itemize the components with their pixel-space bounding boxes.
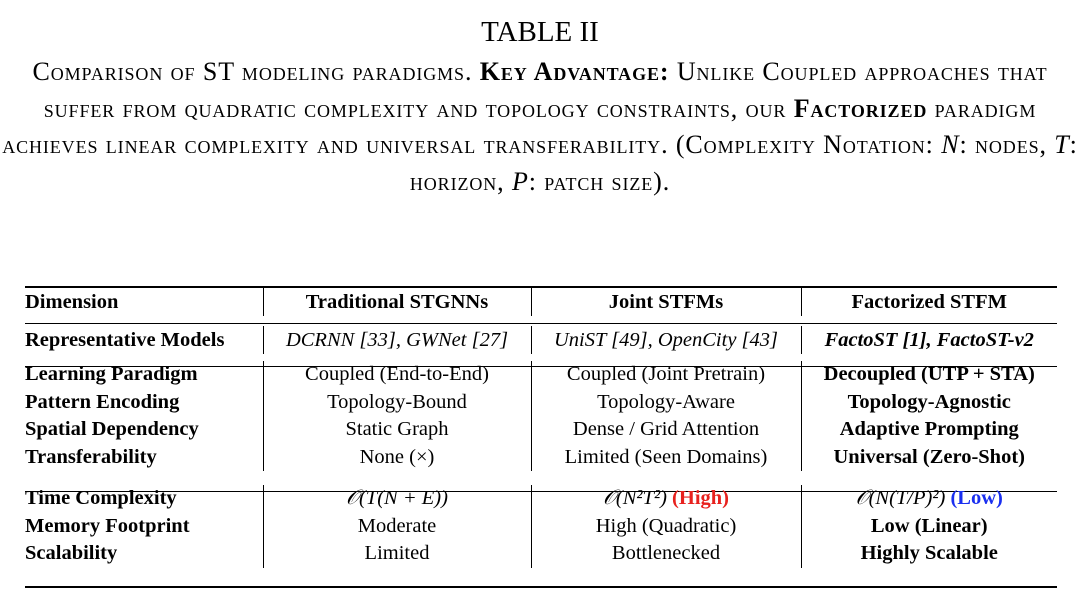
row-label: Transferability bbox=[25, 445, 157, 468]
table-row bbox=[25, 389, 1057, 417]
table-header-row bbox=[25, 288, 1057, 316]
col-header-factorized: Factorized STFM bbox=[801, 288, 1057, 316]
table-caption bbox=[0, 54, 1080, 200]
table-bottom-rule bbox=[25, 586, 1057, 588]
cell-traditional: Limited bbox=[263, 540, 531, 568]
col-header-traditional: Traditional STGNNs bbox=[263, 288, 531, 316]
comparison-table bbox=[25, 288, 1057, 568]
caption-sym-t: T bbox=[1054, 130, 1070, 159]
cell-factorized: Topology-Agnostic bbox=[801, 389, 1057, 417]
col-header-joint: Joint STFMs bbox=[531, 288, 801, 316]
cell-traditional: Moderate bbox=[263, 513, 531, 541]
row-label: Time Complexity bbox=[25, 487, 177, 510]
table-row bbox=[25, 416, 1057, 444]
cell-traditional: DCRNN [33], GWNet [27] bbox=[263, 326, 531, 354]
row-label: Spatial Dependency bbox=[25, 418, 199, 441]
row-label: Memory Footprint bbox=[25, 514, 190, 537]
caption-desc-t: : horizon, bbox=[409, 130, 1078, 196]
caption-sym-p: P bbox=[511, 166, 529, 196]
row-label: Scalability bbox=[25, 542, 118, 565]
col-header-dimension: Dimension bbox=[25, 290, 119, 313]
cell-joint: Limited (Seen Domains) bbox=[531, 444, 801, 472]
table-number: TABLE II bbox=[481, 16, 599, 48]
caption-part1: Comparison of ST modeling paradigms. bbox=[32, 57, 480, 86]
table-row bbox=[25, 513, 1057, 541]
caption-key-label: Key Advantage: bbox=[479, 57, 670, 86]
cell-joint: Coupled (Joint Pretrain) bbox=[531, 361, 801, 389]
caption-desc-n: : nodes, bbox=[959, 130, 1055, 159]
table-row bbox=[25, 485, 1057, 513]
cell-traditional: Static Graph bbox=[263, 416, 531, 444]
cell-joint: Bottlenecked bbox=[531, 540, 801, 568]
table-row bbox=[25, 361, 1057, 389]
row-label: Pattern Encoding bbox=[25, 390, 180, 413]
complexity-high-tag: (High) bbox=[672, 487, 729, 510]
complexity-low-tag: (Low) bbox=[950, 487, 1003, 510]
cell-traditional: Coupled (End-to-End) bbox=[263, 361, 531, 389]
table-row bbox=[25, 326, 1057, 354]
cell-joint bbox=[531, 485, 801, 513]
cell-joint: Topology-Aware bbox=[531, 389, 801, 417]
caption-sym-n: N bbox=[941, 130, 960, 159]
cell-factorized: Low (Linear) bbox=[801, 513, 1057, 541]
cell-factorized: FactoST [1], FactoST-v2 bbox=[801, 326, 1057, 354]
cell-traditional: Topology-Bound bbox=[263, 389, 531, 417]
row-label: Representative Models bbox=[25, 328, 225, 351]
cell-joint: High (Quadratic) bbox=[531, 513, 801, 541]
table-row bbox=[25, 444, 1057, 472]
table-row bbox=[25, 540, 1057, 568]
formula-traditional: 𝒪(T(N + E)) bbox=[346, 487, 448, 510]
cell-joint: UniST [49], OpenCity [43] bbox=[531, 326, 801, 354]
cell-factorized bbox=[801, 485, 1057, 513]
caption-factorized: Factorized bbox=[793, 93, 928, 123]
cell-factorized: Universal (Zero-Shot) bbox=[801, 444, 1057, 472]
caption-part2: Unlike Coupled approaches that suffer from quadratic complexity and topology constraints, our bbox=[43, 57, 1048, 123]
caption-part3: paradigm achieves linear complexity and universal transferability. (Complexity Notation: bbox=[2, 93, 1037, 159]
cell-factorized: Decoupled (UTP + STA) bbox=[801, 361, 1057, 389]
cell-joint: Dense / Grid Attention bbox=[531, 416, 801, 444]
formula-factorized: 𝒪(N(T/P)²) bbox=[855, 487, 946, 510]
formula-joint: 𝒪(N²T²) bbox=[602, 487, 667, 510]
cell-traditional: None (×) bbox=[263, 444, 531, 472]
cell-factorized: Adaptive Prompting bbox=[801, 416, 1057, 444]
caption-desc-p: : patch size). bbox=[528, 166, 671, 196]
cell-traditional bbox=[263, 485, 531, 513]
row-label: Learning Paradigm bbox=[25, 363, 198, 386]
cell-factorized: Highly Scalable bbox=[801, 540, 1057, 568]
